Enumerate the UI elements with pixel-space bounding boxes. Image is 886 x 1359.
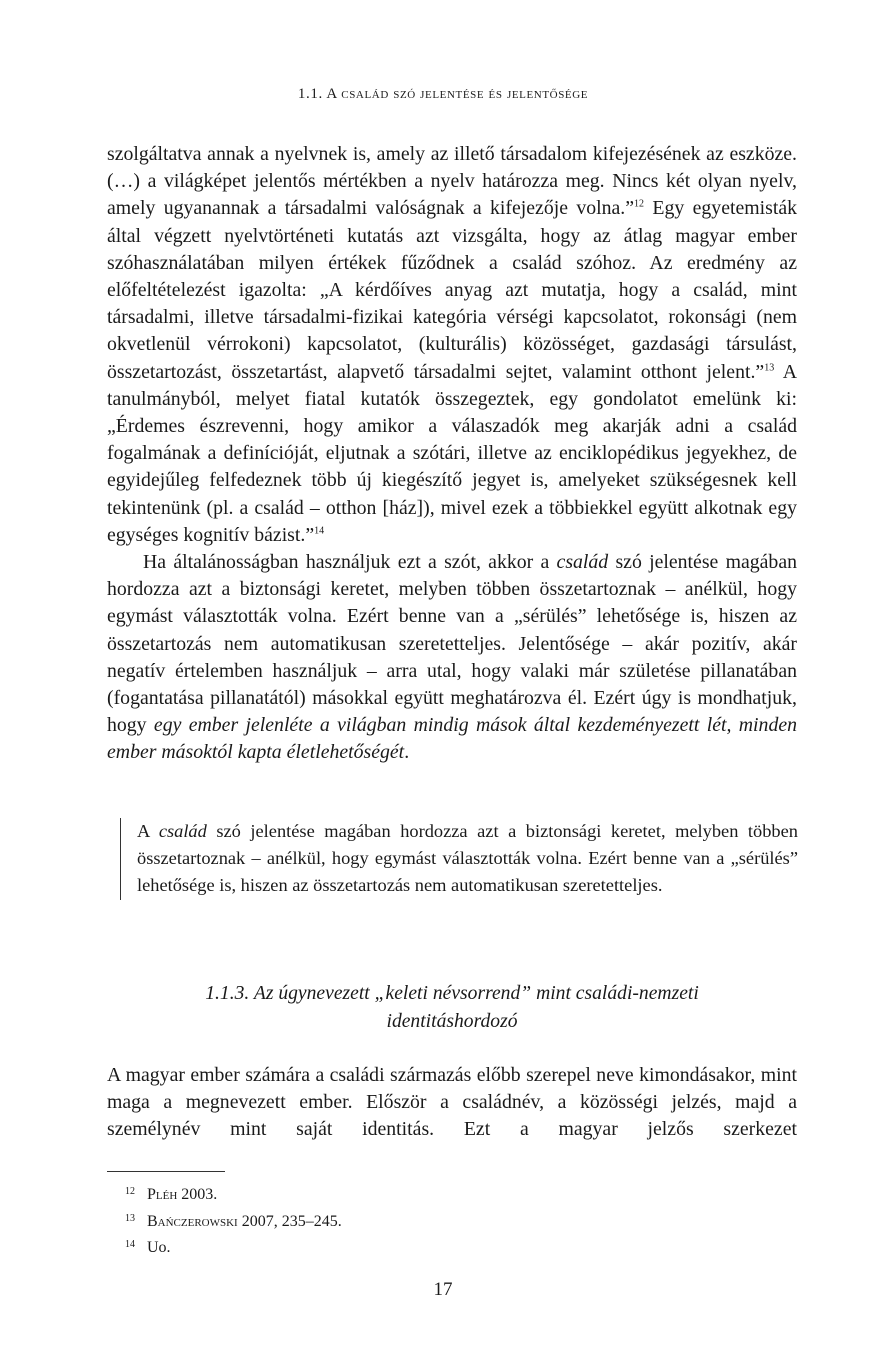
footnote-rule [107,1171,225,1172]
footnote-text: Uo. [147,1239,171,1256]
paragraph-2-text-a: Ha általánosságban használjuk ezt a szót, akkor a [143,551,557,574]
footnote-author: Bańczerowski [147,1212,238,1230]
footnote-text: 2007, 235–245. [237,1212,342,1230]
footnote-ref-14[interactable]: 14 [314,525,325,537]
footnote-text: 2003. [177,1186,218,1203]
paragraph-1-text-c: A tanulmányból, melyet fiatal kutatók összegeztek, egy gondolatot emelünk ki: „Érdemes észrevenni, hogy amikor a válaszadók meg akarják adni a család fogalmának a definícióját, eljutnak a szótári, illetve az enciklopédikus jegyekhez, de egyidejűleg felfedeznek több új kiegészítő jegyet is, amelyeket szükségesnek kell tekintenünk (pl. a család – otthon [ház]), mivel ezek a többiekkel együtt alkotnak egy egységes kognitív bázist.” [107,360,797,546]
footnote-author: Pléh [147,1186,178,1203]
paragraph-1-text-a: szolgáltatva annak a nyelvnek is, amely az illető társadalom kifejezésének az eszköze. (…) a világképet jelentős mértékben a nyelv határozza meg. Nincs két olyan nyelv, amely ugyanannak a társadalmi valóságnak a kifejezője volna.” [107,143,797,220]
footnote-14 [107,1233,797,1260]
paragraph-2-emphasis-b: egy ember jelenléte a világban mindig mások által kezdeményezett lét, minden ember másoktól kapta életlehetőségét [107,714,797,764]
footnote-ref-13[interactable]: 13 [764,362,775,374]
footnote-number: 13 [125,1212,135,1224]
footnote-ref-12[interactable]: 12 [634,198,645,210]
section-heading-line-1: 1.1.3. Az úgynevezett „keleti névsorrend” mint családi-nemzeti [205,983,699,1004]
paragraph-3: A magyar ember számára a családi származás előbb szerepel neve kimondásakor, mint maga a megnevezett ember. Először a családnév, a közösségi jelzés, majd a személynév mint saját identitás. Ezt a magyar jelzős szerkezet [107,1064,797,1141]
main-text [107,141,797,767]
footnote-13 [107,1207,797,1234]
section-heading-line-2: identitáshordozó [386,1011,518,1032]
pull-quote-text-b: szó jelentése magában hordozza azt a biztonsági keretet, melyben többen összetartoznak – anélkül, hogy egymást választották volna. Ezért benne van a „sérülés” lehetősége is, hiszen az összetartozás nem automatikusan szeretetteljes. [137,821,798,896]
paragraph-2-text-c: . [404,741,410,764]
footnote-number: 12 [125,1186,135,1197]
footnote-number: 14 [125,1239,135,1250]
pull-quote-text-a: A [137,821,159,841]
pull-quote-emphasis: család [158,821,207,841]
paragraph-2-emphasis-a: család [556,551,609,574]
footnote-12 [107,1180,797,1207]
footnotes [107,1180,797,1260]
section-heading [107,980,797,1036]
page-number: 17 [433,1279,453,1300]
paragraph-1-text-b: Egy egyetemisták által végzett nyelvtörténeti kutatás azt vizsgálta, hogy az átlag magyar ember szóhasználatában milyen értékek fűződnek a család szóhoz. Az eredmény az előfeltételezést igazolta: „A kérdőíves anyag azt mutatja, hogy a család, mint társadalmi, illetve társadalmi-fizikai kategória vérségi kapcsolatot, rokonsági (nem okvetlenül vérrokoni) kapcsolatot, (kulturális) közösséget, gazdasági társulást, összetartozást, összetartást, alapvető társadalmi sejtet, valamint otthont jelent.” [107,197,798,383]
running-head: 1.1. A család szó jelentése és jelentősége [297,86,589,102]
paragraph-1 [107,141,797,549]
section-text [107,1062,797,1144]
paragraph-2 [107,549,797,767]
paragraph-2-text-b: szó jelentése magában hordozza azt a biztonsági keretet, melyben többen összetartoznak – anélkül, hogy egymást választották volna. Ezért benne van a „sérülés” lehetősége is, hiszen az összetartozás nem automatikusan szeretetteljes. Jelentősége – akár pozitív, akár negatív értelemben használjuk – arra utal, hogy valaki már születése pillanatában (fogantatása pillanatától) másokkal együtt meghatározva él. Ezért úgy is mondhatjuk, hogy [107,551,797,737]
pull-quote [120,818,798,900]
